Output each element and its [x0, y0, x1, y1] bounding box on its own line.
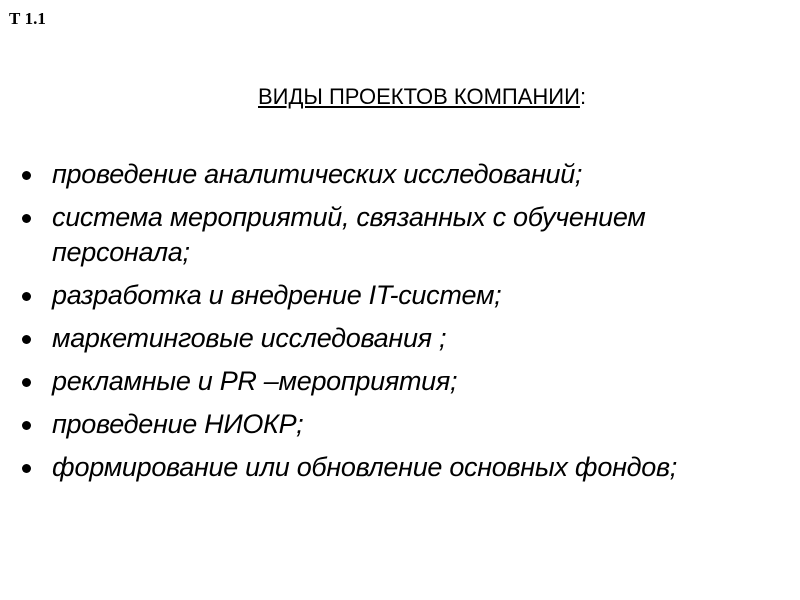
- slide-number-label: Т 1.1: [9, 9, 46, 28]
- list-item: [0, 157, 800, 192]
- list-item-text: разработка и внедрение IT-систем;: [52, 280, 502, 310]
- bullet-icon: [22, 378, 31, 387]
- list-item-text: рекламные и PR –мероприятия;: [52, 366, 458, 396]
- project-types-list: [0, 157, 800, 493]
- list-item-text: проведение НИОКР;: [52, 409, 304, 439]
- slide-title-colon: :: [579, 84, 587, 109]
- list-item: [0, 407, 800, 442]
- bullet-icon: [22, 292, 31, 301]
- list-item-text: проведение аналитических исследований;: [52, 159, 583, 189]
- slide-title: [0, 82, 800, 112]
- list-item: [0, 278, 800, 313]
- bullet-icon: [22, 171, 31, 180]
- list-item: [0, 200, 800, 270]
- bullet-icon: [22, 335, 31, 344]
- bullet-icon: [22, 464, 31, 473]
- list-item-text: маркетинговые исследования ;: [52, 323, 447, 353]
- list-item-text: формирование или обновление основных фондов;: [52, 452, 678, 482]
- list-item: [0, 364, 800, 399]
- bullet-icon: [22, 421, 31, 430]
- list-item: [0, 450, 800, 485]
- list-item-text: система мероприятий, связанных с обучением персонала;: [52, 202, 646, 267]
- list-item: [0, 321, 800, 356]
- slide-title-text: ВИДЫ ПРОЕКТОВ КОМПАНИИ: [258, 84, 580, 109]
- bullet-icon: [22, 214, 31, 223]
